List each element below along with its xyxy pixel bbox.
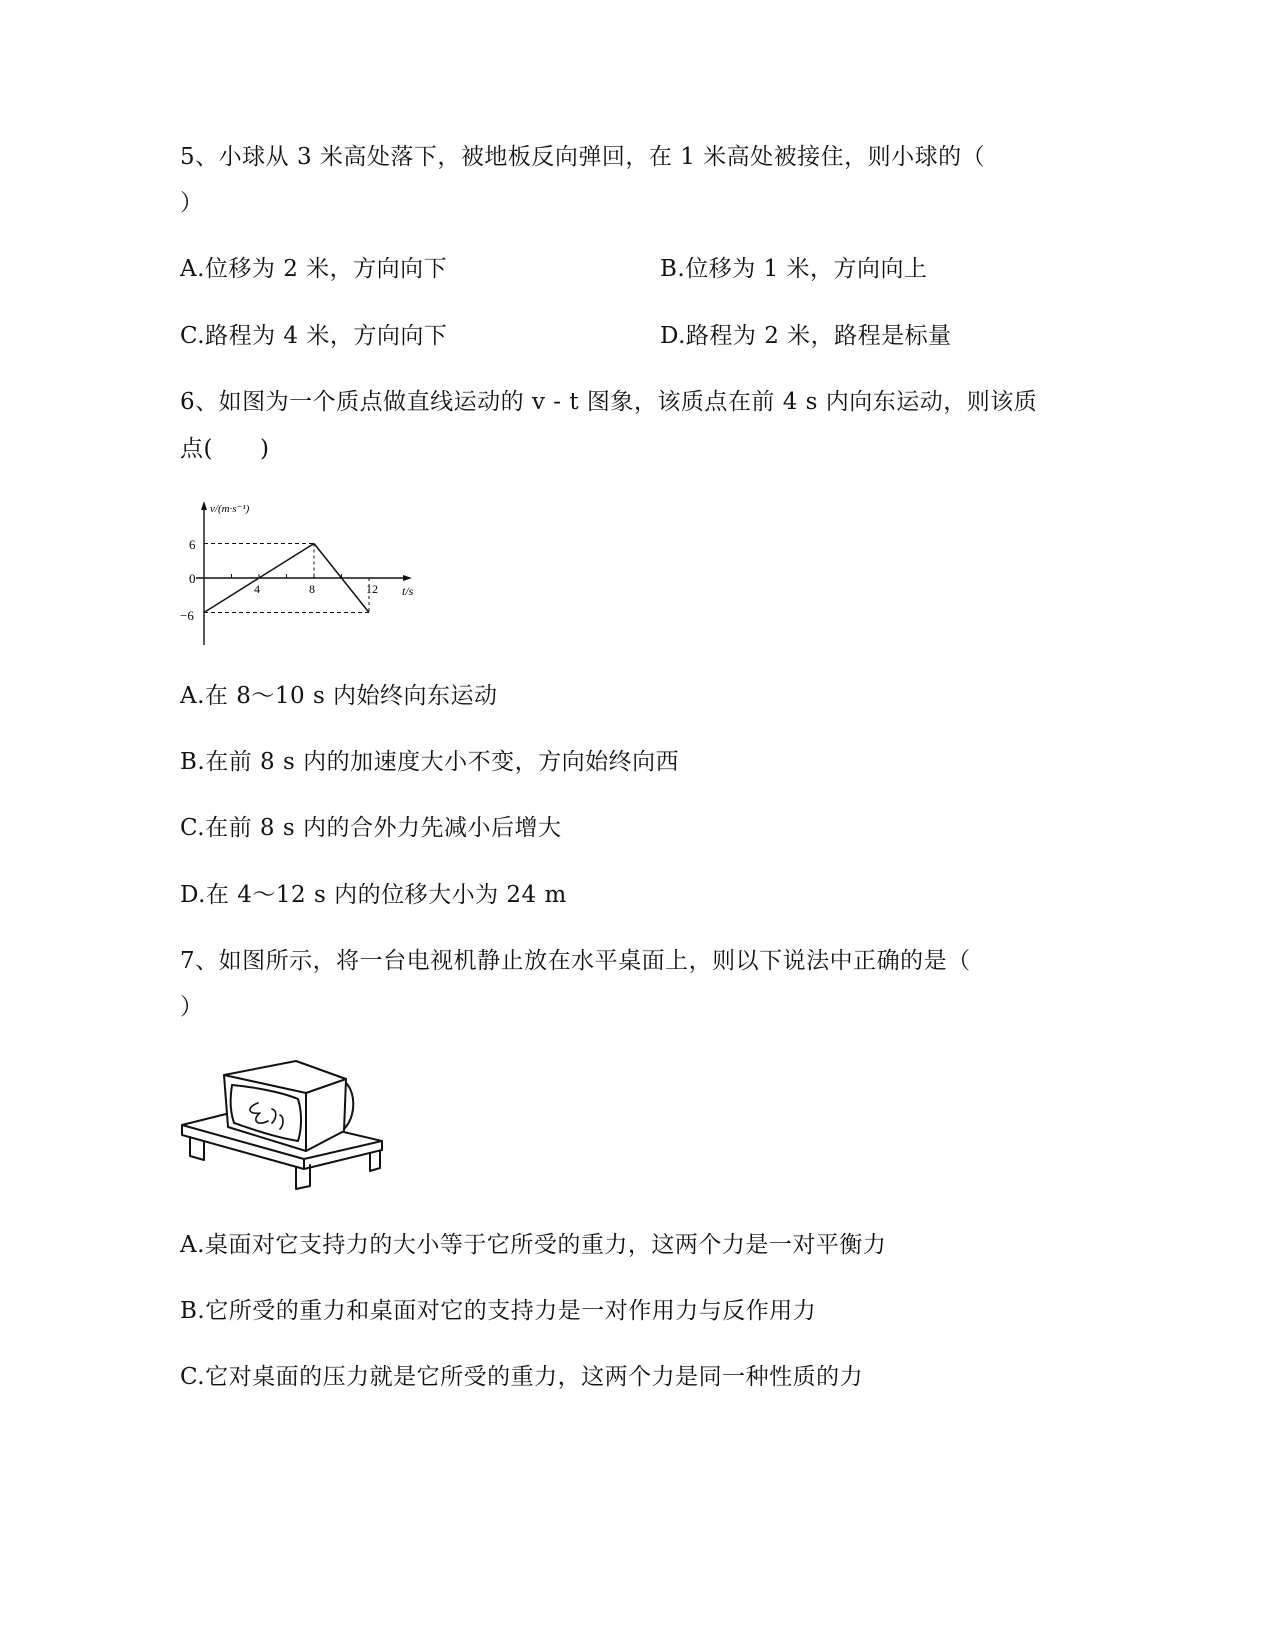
graph-layer — [180, 501, 414, 645]
q7-stem-line2: ） — [180, 994, 204, 1020]
vt-graph — [170, 495, 430, 655]
x-tick-12: 12 — [366, 582, 378, 596]
q7-option-c: C.它对桌面的压力就是它所受的重力，这两个力是同一种性质的力 — [180, 1364, 864, 1390]
y-tick-neg6: −6 — [180, 608, 194, 623]
table-leg-right — [370, 1151, 380, 1171]
q6-stem-line1: 6、如图为一个质点做直线运动的 v - t 图象，该质点在前 4 s 内向东运动，则该质 — [180, 389, 1038, 415]
y-axis-arrow — [201, 501, 207, 510]
q6-option-d: D.在 4～12 s 内的位移大小为 24 m — [180, 882, 567, 908]
x-tick-4: 4 — [254, 582, 260, 596]
q7-option-a: A.桌面对它支持力的大小等于它所受的重力，这两个力是一对平衡力 — [180, 1232, 887, 1258]
q6-option-a: A.在 8～10 s 内始终向东运动 — [180, 683, 498, 709]
q5-option-b: B.位移为 1 米，方向向上 — [660, 256, 928, 282]
x-axis-label: t/s — [402, 584, 414, 598]
q7-stem-line1: 7、如图所示，将一台电视机静止放在水平桌面上，则以下说法中正确的是（ — [180, 948, 971, 974]
q5-option-d: D.路程为 2 米，路程是标量 — [660, 323, 952, 349]
y-axis-label: v/(m·s⁻¹) — [210, 503, 250, 515]
tv-on-table-figure — [176, 1055, 388, 1195]
q6-stem-line2: 点( ) — [180, 436, 270, 462]
x-axis-arrow — [403, 575, 412, 581]
y-tick-0: 0 — [189, 571, 196, 586]
q5-option-c: C.路程为 4 米，方向向下 — [180, 323, 448, 349]
y-tick-6: 6 — [189, 537, 196, 552]
q6-option-b: B.在前 8 s 内的加速度大小不变，方向始终向西 — [180, 749, 680, 775]
x-tick-8: 8 — [309, 582, 315, 596]
q5-stem-line2: ） — [180, 190, 204, 216]
q5-stem-line1: 5、小球从 3 米高处落下，被地板反向弹回，在 1 米高处被接住，则小球的（ — [180, 144, 986, 170]
q6-option-c: C.在前 8 s 内的合外力先减小后增大 — [180, 815, 562, 841]
q5-option-a: A.位移为 2 米，方向向下 — [180, 256, 448, 282]
q7-option-b: B.它所受的重力和桌面对它的支持力是一对作用力与反作用力 — [180, 1298, 817, 1324]
vt-graph-svg — [170, 495, 430, 655]
